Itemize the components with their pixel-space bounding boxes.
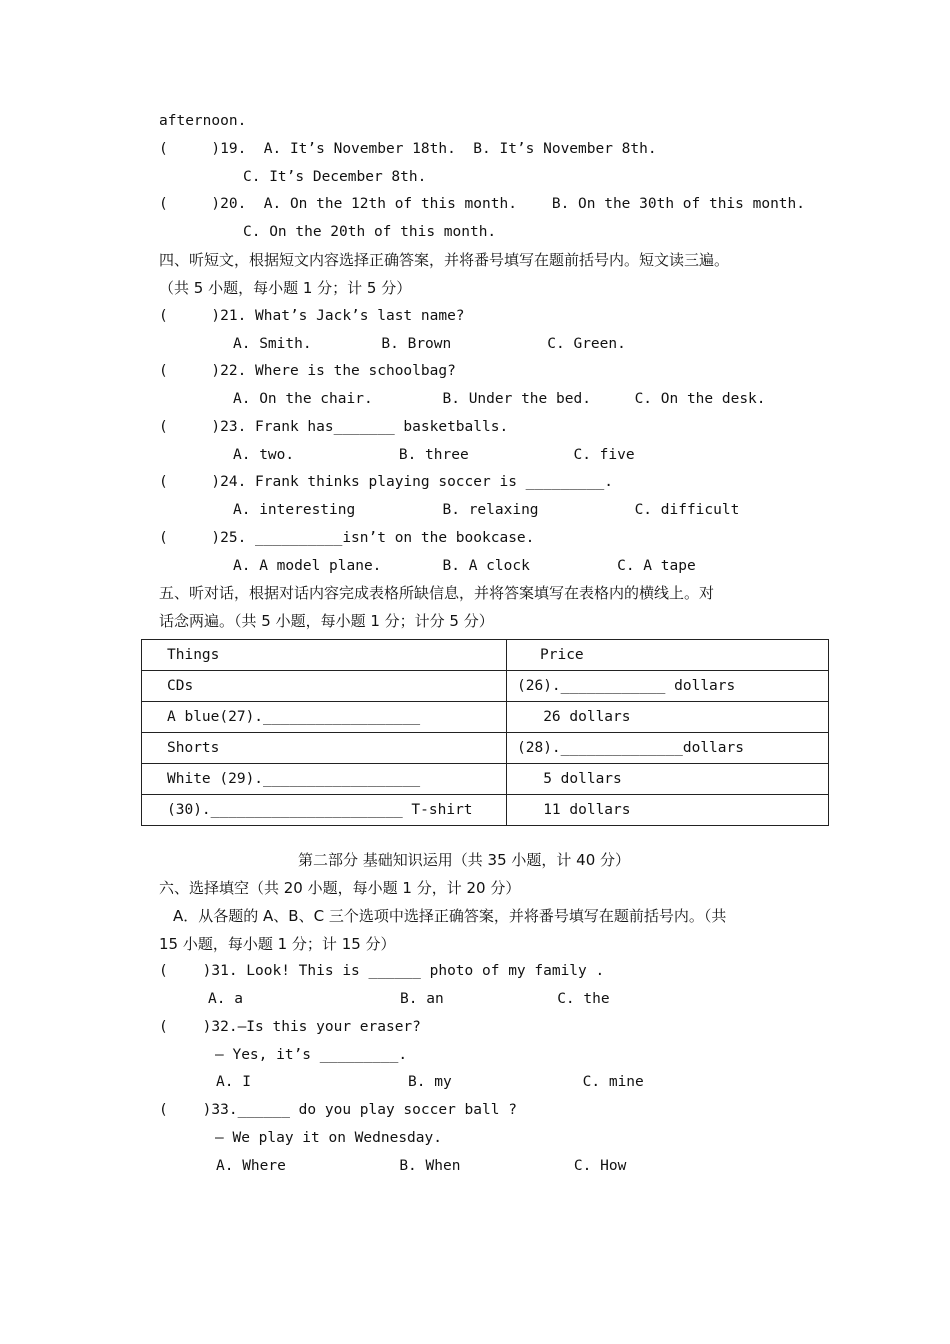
question-32: ( )32.—Is this your eraser? — [159, 1019, 421, 1035]
table-cell: (30).______________________ T-shirt — [142, 795, 507, 826]
question-32-options: A. I B. my C. mine — [216, 1074, 644, 1090]
question-31: ( )31. Look! This is ______ photo of my family . — [159, 963, 605, 979]
line-afternoon: afternoon. — [159, 113, 247, 129]
question-19-option-c: C. It’s December 8th. — [243, 169, 427, 185]
table-cell: 11 dollars — [507, 795, 829, 826]
section-5-heading: 五、听对话，根据对话内容完成表格所缺信息，并将答案填写在表格内的横线上。对 — [159, 584, 715, 602]
question-33-reply: — We play it on Wednesday. — [215, 1130, 442, 1146]
question-31-options: A. a B. an C. the — [208, 991, 610, 1007]
question-25: ( )25. __________isn’t on the bookcase. — [159, 530, 535, 546]
table-row — [142, 795, 829, 826]
table-cell: (26).____________ dollars — [507, 671, 829, 702]
section-6a-instructions-cont: 15 小题，每小题 1 分；计 15 分） — [159, 935, 396, 953]
question-21: ( )21. What’s Jack’s last name? — [159, 308, 465, 324]
table-row — [142, 764, 829, 795]
question-33: ( )33.______ do you play soccer ball ? — [159, 1102, 517, 1118]
question-24-options: A. interesting B. relaxing C. difficult — [233, 502, 740, 518]
question-24: ( )24. Frank thinks playing soccer is _________. — [159, 474, 613, 490]
table-cell: Things — [142, 640, 507, 671]
section-5-heading-cont: 话念两遍。（共 5 小题，每小题 1 分；计分 5 分） — [159, 612, 494, 630]
question-32-reply: — Yes, it’s _________. — [215, 1047, 408, 1063]
table-cell: CDs — [142, 671, 507, 702]
table-cell: Shorts — [142, 733, 507, 764]
table-cell: White (29).__________________ — [142, 764, 507, 795]
question-20: ( )20. A. On the 12th of this month. B. On the 30th of this month. — [159, 196, 806, 212]
table-cell: 5 dollars — [507, 764, 829, 795]
question-22-options: A. On the chair. B. Under the bed. C. On the desk. — [233, 391, 766, 407]
table-cell: Price — [507, 640, 829, 671]
table-row — [142, 733, 829, 764]
section-4-heading-cont: （共 5 小题，每小题 1 分；计 5 分） — [159, 279, 412, 297]
table-cell: A blue(27).__________________ — [142, 702, 507, 733]
question-21-options: A. Smith. B. Brown C. Green. — [233, 336, 626, 352]
table-cell: (28).______________dollars — [507, 733, 829, 764]
part-2-title: 第二部分 基础知识运用（共 35 小题，计 40 分） — [298, 851, 631, 869]
table-row — [142, 702, 829, 733]
question-23: ( )23. Frank has_______ basketballs. — [159, 419, 509, 435]
question-22: ( )22. Where is the schoolbag? — [159, 363, 456, 379]
table-row — [142, 671, 829, 702]
question-33-options: A. Where B. When C. How — [216, 1158, 627, 1174]
table-row — [142, 640, 829, 671]
section-6a-instructions: A．从各题的 A、B、C 三个选项中选择正确答案，并将番号填写在题前括号内。（共 — [173, 907, 727, 925]
question-20-option-c: C. On the 20th of this month. — [243, 224, 497, 240]
table-cell: 26 dollars — [507, 702, 829, 733]
section-4-heading: 四、听短文，根据短文内容选择正确答案，并将番号填写在题前括号内。短文读三遍。 — [159, 251, 730, 269]
question-19: ( )19. A. It’s November 18th. B. It’s November 8th. — [159, 141, 657, 157]
section-6-heading: 六、选择填空（共 20 小题，每小题 1 分，计 20 分） — [159, 879, 521, 897]
question-23-options: A. two. B. three C. five — [233, 447, 635, 463]
question-25-options: A. A model plane. B. A clock C. A tape — [233, 558, 696, 574]
price-table — [141, 639, 829, 826]
